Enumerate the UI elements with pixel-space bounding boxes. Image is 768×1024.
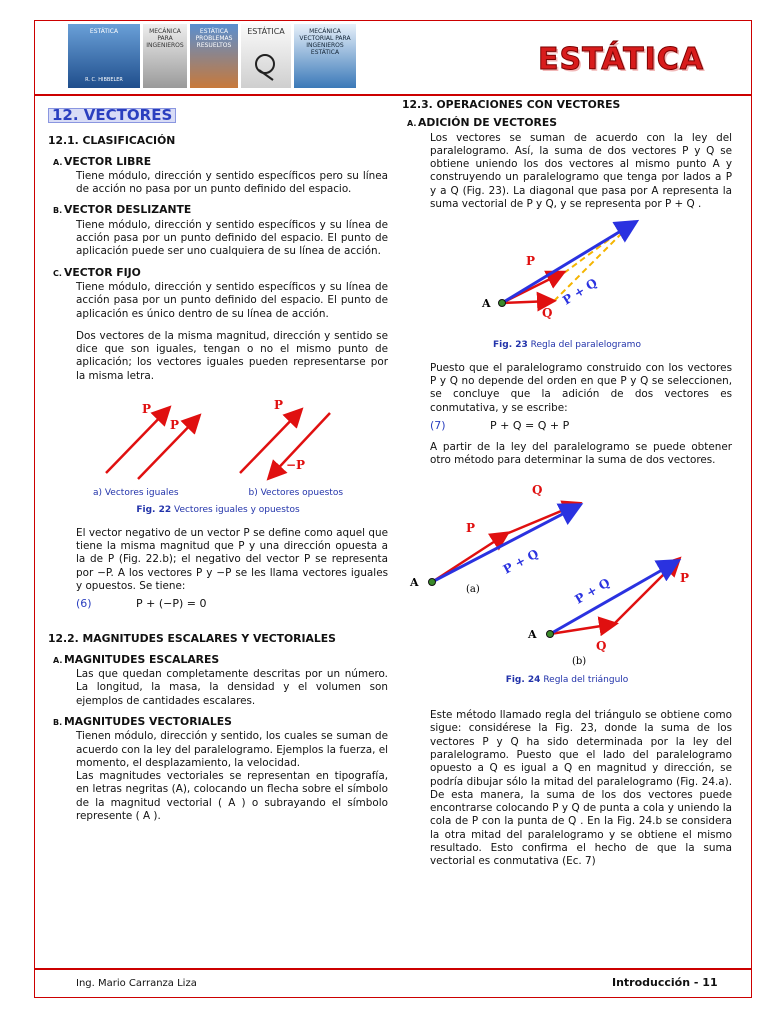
subsection-operaciones: 12.3. OPERACIONES CON VECTORES bbox=[402, 98, 621, 111]
label-q: Q bbox=[542, 306, 553, 321]
subsection-magnitudes: 12.2. MAGNITUDES ESCALARES Y VECTORIALES bbox=[48, 632, 336, 646]
book-illustration-icon bbox=[241, 24, 291, 88]
sublabel-b: (b) bbox=[572, 655, 587, 667]
heading-vector-fijo: C. VECTOR FIJO bbox=[53, 265, 141, 279]
figure-22-caption: Fig. 22 Vectores iguales y opuestos bbox=[136, 505, 300, 516]
heading-adicion: A. ADICIÓN DE VECTORES bbox=[407, 116, 558, 130]
paragraph-vectores-iguales: Dos vectores de la misma magnitud, dirección y sentido se dice que son iguales, tengan o no el mismo punto de aplicación; los vectores iguales pueden representarse por la misma letra. bbox=[76, 329, 388, 382]
paragraph-vector-libre: Tiene módulo, dirección y sentido específicos pero su línea de acción no pasa por un punto definido del espacio. bbox=[76, 169, 388, 196]
label-q-b: Q bbox=[596, 638, 607, 653]
figure-24-caption: Fig. 24 Regla del triángulo bbox=[505, 674, 629, 685]
label-a-b: A bbox=[528, 627, 537, 641]
paragraph-vector-deslizante: Tiene módulo, dirección y sentido específicos y su línea de acción pasa por un punto definido del espacio. El punto de aplicación puede ser uno cualquiera de su línea de acción. bbox=[76, 218, 388, 258]
book-covers bbox=[68, 24, 356, 88]
heading-vector-deslizante: B. VECTOR DESLIZANTE bbox=[53, 203, 192, 217]
book-cover-5 bbox=[294, 24, 356, 88]
footer-rule bbox=[34, 968, 752, 970]
vector-q-a bbox=[506, 504, 578, 534]
label-p-b: P bbox=[680, 570, 690, 585]
label-p-3: P bbox=[274, 398, 284, 413]
paragraph-magnitudes-vectoriales-1: Tienen módulo, dirección y sentido, los cuales se suman de acuerdo con la ley del paralelogramo. Ejemplos la fuerza, el momento, el desplazamiento, la velocidad. bbox=[76, 730, 388, 769]
figure-24 bbox=[402, 470, 732, 670]
paragraph-vector-fijo: Tiene módulo, dirección y sentido específicos y su línea de acción pasa por un punto definido del espacio. El punto de aplicación es único dentro de su línea de acción. bbox=[76, 280, 388, 320]
label-p-2: P bbox=[170, 418, 180, 433]
vector-p-1 bbox=[106, 409, 168, 473]
footer-page: Introducción - 11 bbox=[612, 976, 718, 989]
heading-magnitudes-vectoriales: B. MAGNITUDES VECTORIALES bbox=[53, 714, 232, 728]
paragraph-conmutativa: Puesto que el paralelogramo construido con los vectores P y Q no depende del orden en que P y Q se seleccionen, se concluye que la adición de dos vectores es conmutativa, y se escribe: bbox=[430, 361, 732, 414]
equation-6: (6) P + (−P) = 0 bbox=[76, 597, 207, 611]
sublabel-a: (a) bbox=[466, 583, 480, 595]
right-column bbox=[402, 94, 732, 869]
label-sum-b: P + Q bbox=[572, 575, 613, 607]
point-a-a bbox=[429, 578, 436, 585]
figure-23-caption: Fig. 23 Regla del paralelogramo bbox=[493, 340, 641, 351]
subsection-clasificacion: 12.1. CLASIFICACIÓN bbox=[48, 134, 176, 148]
brand-title: ESTÁTICA bbox=[538, 42, 704, 77]
heading-vector-libre: A. VECTOR LIBRE bbox=[53, 154, 152, 168]
label-a-a: A bbox=[410, 575, 419, 589]
point-a-b bbox=[547, 630, 554, 637]
label-a: A bbox=[482, 297, 491, 311]
vector-p-2 bbox=[138, 417, 198, 479]
label-neg-p: −P bbox=[286, 458, 306, 473]
paragraph-regla-triangulo: Este método llamado regla del triángulo se obtiene como sigue: considérese la Fig. 23, donde la suma de los vectores P y Q ha sido determinada por la ley del paralelogramo. Puesto que el lado del paralelogramo opuesto a Q es igual a Q en magnitud y dirección, se podría dibujar sólo la mitad del paralelogramo (Fig. 24.a). De esta manera, la suma de los dos vectores puede encontrarse colocando P y Q de punta a cola y uniendo la cola de P con la punta de Q . En la Fig. 24.b se considera la otra mitad del paralelogramo y se obtiene el mismo resultado. Esto confirma el hecho de que la suma vectorial es conmutativa (Ec. 7) bbox=[430, 709, 732, 868]
label-p: P bbox=[526, 254, 536, 269]
book-title: MECÁNICA PARA INGENIEROS bbox=[146, 28, 184, 49]
label-p-a: P bbox=[466, 520, 476, 535]
point-a bbox=[499, 300, 506, 307]
paragraph-adicion: Los vectores se suman de acuerdo con la ley del paralelogramo. Así, la suma de dos vectores P y Q se obtiene uniendo los dos vectores al mismo punto A y construyendo un paralelogramo que tenga por lados a P y a Q (Fig. 23). La diagonal que pasa por A representa la suma vectorial de P y Q, y se representa por P + Q . bbox=[430, 131, 732, 211]
heading-magnitudes-escalares: A. MAGNITUDES ESCALARES bbox=[53, 652, 220, 666]
figure-22-sublabels bbox=[48, 487, 388, 500]
label-p-1: P bbox=[142, 402, 152, 417]
sublabel-b: b) Vectores opuestos bbox=[248, 488, 344, 499]
book-title: ESTÁTICA PROBLEMAS RESUELTOS bbox=[195, 28, 233, 49]
section-title: 12. VECTORES bbox=[48, 108, 176, 123]
book-title: ESTÁTICA bbox=[89, 28, 119, 35]
paragraph-metodo: A partir de la ley del paralelogramo se puede obtener otro método para determinar la suma de dos vectores. bbox=[430, 441, 732, 467]
paragraph-magnitudes-escalares: Las que quedan completamente descritas por un número. La longitud, la masa, la densidad y el volumen son ejemplos de cantidades escalares. bbox=[76, 668, 388, 707]
label-sum-a: P + Q bbox=[500, 546, 541, 577]
book-title: MECÁNICA VECTORIAL PARA INGENIEROS ESTÁTICA bbox=[299, 28, 351, 56]
book-cover-1 bbox=[68, 24, 140, 88]
figure-23 bbox=[402, 215, 732, 335]
vector-q bbox=[502, 301, 552, 303]
label-sum: P + Q bbox=[560, 275, 600, 308]
figure-22 bbox=[48, 389, 388, 487]
label-q-a: Q bbox=[532, 482, 543, 497]
book-cover-4 bbox=[241, 24, 291, 88]
book-cover-3 bbox=[190, 24, 238, 88]
paragraph-magnitudes-vectoriales-2: Las magnitudes vectoriales se representan en tipografía, en letras negritas (A), colocando un flecha sobre el símbolo de la magnitud vectorial ( A ) o subrayando el símbolo represente ( A ). bbox=[76, 770, 388, 822]
equation-7: (7) P + Q = Q + P bbox=[430, 418, 570, 432]
paragraph-vector-negativo: El vector negativo de un vector P se define como aquel que tiene la misma magnitud que P y una dirección opuesta a la de P (Fig. 22.b); el negativo del vector P se representa por −P. A los vectores P y −P se les llama vectores iguales y opuestos. Se tiene: bbox=[76, 526, 388, 592]
book-title: ESTÁTICA bbox=[247, 27, 285, 36]
sublabel-a: a) Vectores iguales bbox=[92, 488, 179, 499]
footer-author: Ing. Mario Carranza Liza bbox=[76, 978, 197, 989]
left-column bbox=[48, 108, 388, 823]
book-cover-2 bbox=[143, 24, 187, 88]
book-author: R. C. HIBBELER bbox=[85, 77, 123, 83]
